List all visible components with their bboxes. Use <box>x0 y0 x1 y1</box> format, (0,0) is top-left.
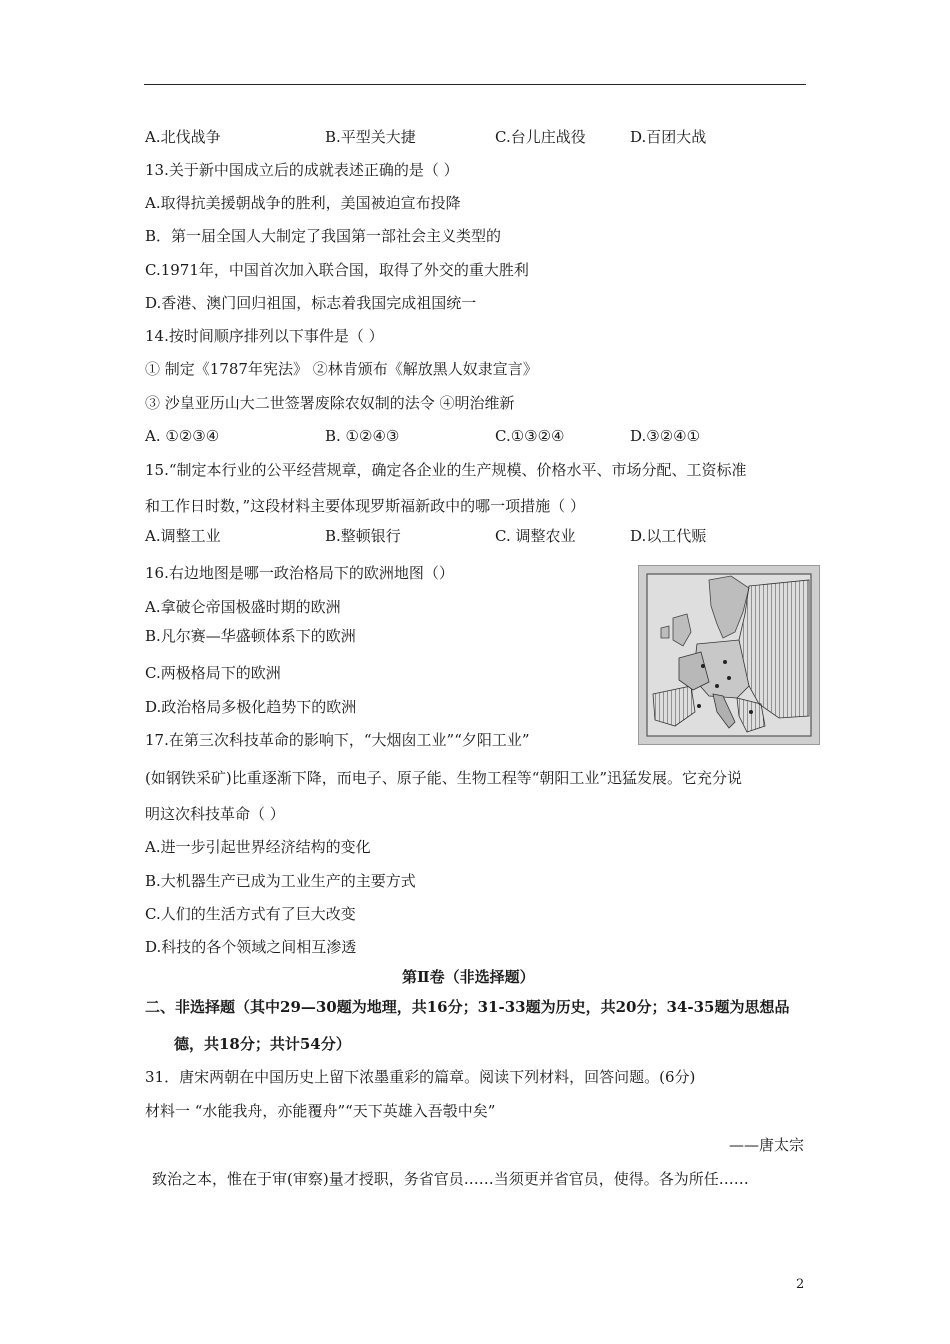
q14-option-b: B. ①②④③ <box>325 427 400 445</box>
q31-material1: 材料一 “水能我舟，亦能覆舟”“天下英雄入吾彀中矣” <box>145 1102 496 1120</box>
q31-attribution: ——唐太宗 <box>729 1136 805 1154</box>
q13-stem: 13.关于新中国成立后的成就表述正确的是（ ） <box>145 161 459 179</box>
q13-option-c: C.1971年，中国首次加入联合国，取得了外交的重大胜利 <box>145 261 529 279</box>
q16-option-a: A.拿破仑帝国极盛时期的欧洲 <box>145 598 341 616</box>
q12-option-d: D.百团大战 <box>630 128 707 146</box>
section2-title: 第Ⅱ卷（非选择题） <box>402 968 535 986</box>
q17-option-c: C.人们的生活方式有了巨大改变 <box>145 905 356 923</box>
q12-option-b: B.平型关大捷 <box>325 128 416 146</box>
q17-stem-line2: (如钢铁采矿)比重逐渐下降，而电子、原子能、生物工程等“朝阳工业”迅猛发展。它充分说 <box>145 769 743 787</box>
q17-option-d: D.科技的各个领域之间相互渗透 <box>145 938 357 956</box>
q17-stem-line1: 17.在第三次科技革命的影响下，“大烟囱工业”“夕阳工业” <box>145 731 530 749</box>
q31-text: 致治之本，惟在于审(审察)量才授职，务省官员……当须更并省官员，使得。各为所任…… <box>152 1170 749 1188</box>
q12-option-c: C.台儿庄战役 <box>495 128 586 146</box>
q15-stem-line2: 和工作日时数，”这段材料主要体现罗斯福新政中的哪一项措施（ ） <box>145 497 585 515</box>
q17-stem-line3: 明这次科技革命（ ） <box>145 805 285 823</box>
q17-option-a: A.进一步引起世界经济结构的变化 <box>145 838 371 856</box>
q14-option-a: A. ①②③④ <box>145 427 220 445</box>
q16-option-c: C.两极格局下的欧洲 <box>145 664 281 682</box>
q14-option-d: D.③②④① <box>630 427 701 445</box>
section2-desc-line2: 德，共18分；共计54分） <box>174 1035 351 1053</box>
q15-option-d: D.以工代赈 <box>630 527 707 545</box>
q13-option-b: B．第一届全国人大制定了我国第一部社会主义类型的 <box>145 227 502 245</box>
q16-stem: 16.右边地图是哪一政治格局下的欧洲地图（） <box>145 564 454 582</box>
q15-stem-line1: 15.“制定本行业的公平经营规章，确定各企业的生产规模、价格水平、市场分配、工资标准 <box>145 461 747 479</box>
q15-option-c: C. 调整农业 <box>495 527 576 545</box>
q14-stem: 14.按时间顺序排列以下事件是（ ） <box>145 327 384 345</box>
page-number: 2 <box>796 1277 805 1292</box>
q15-option-a: A.调整工业 <box>145 527 221 545</box>
q12-option-a: A.北伐战争 <box>145 128 221 146</box>
section2-desc-line1: 二、非选择题（其中29—30题为地理，共16分；31-33题为历史，共20分；34-35题为思想品 <box>145 998 790 1016</box>
q31-stem: 31．唐宋两朝在中国历史上留下浓墨重彩的篇章。阅读下列材料，回答问题。(6分) <box>145 1068 696 1086</box>
q14-option-c: C.①③②④ <box>495 427 565 445</box>
q13-option-a: A.取得抗美援朝战争的胜利，美国被迫宣布投降 <box>145 194 461 212</box>
q14-items-line1: ① 制定《1787年宪法》 ②林肯颁布《解放黑人奴隶宣言》 <box>145 360 538 378</box>
q15-option-b: B.整顿银行 <box>325 527 401 545</box>
q13-option-d: D.香港、澳门回归祖国，标志着我国完成祖国统一 <box>145 294 477 312</box>
header-rule <box>144 84 806 85</box>
q16-option-d: D.政治格局多极化趋势下的欧洲 <box>145 698 357 716</box>
q16-option-b: B.凡尔赛—华盛顿体系下的欧洲 <box>145 627 356 645</box>
q17-option-b: B.大机器生产已成为工业生产的主要方式 <box>145 872 416 890</box>
europe-map-image <box>638 565 820 745</box>
q14-items-line2: ③ 沙皇亚历山大二世签署废除农奴制的法令 ④明治维新 <box>145 394 515 412</box>
